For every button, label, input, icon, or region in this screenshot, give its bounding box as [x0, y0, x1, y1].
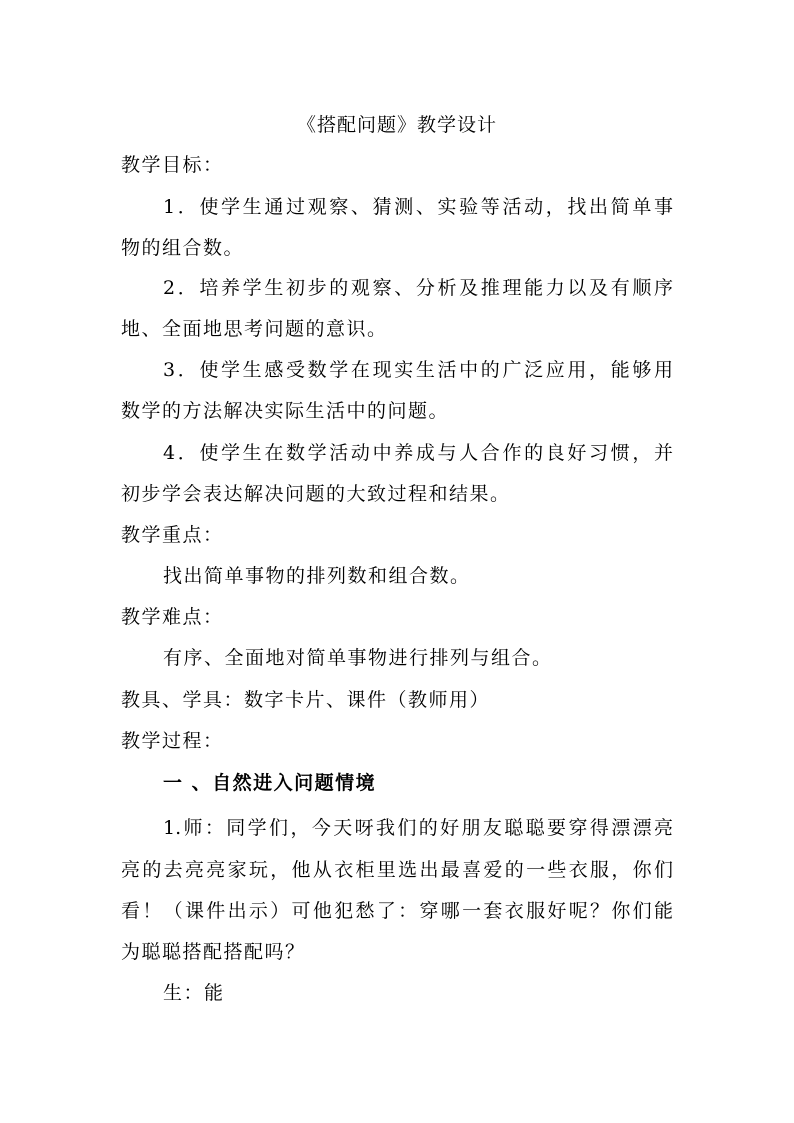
section-1-para-line-1: 1.师：同学们，今天呀我们的好朋友聪聪要穿得漂漂亮	[163, 817, 673, 839]
section-1-heading: 一 、自然进入问题情境	[163, 772, 377, 794]
student-reply: 生：能	[163, 982, 225, 1004]
objective-1-line-1: 1．使学生通过观察、猜测、实验等活动，找出简单事	[163, 196, 673, 218]
objectives-heading: 教学目标：	[121, 154, 224, 176]
difficulties-text: 有序、全面地对简单事物进行排列与组合。	[163, 647, 553, 669]
section-1-para-line-3: 看！（课件出示）可他犯愁了：穿哪一套衣服好呢？你们能	[121, 900, 673, 922]
key-points-heading: 教学重点：	[121, 524, 224, 546]
process-heading: 教学过程：	[121, 730, 224, 752]
materials-line: 教具、学具：数字卡片、课件（教师用）	[121, 689, 491, 711]
objective-3-line-2: 数学的方法解决实际生活中的问题。	[121, 400, 450, 422]
objective-1-line-2: 物的组合数。	[121, 237, 245, 259]
page-title: 《搭配问题》教学设计	[296, 114, 497, 136]
section-1-para-line-4: 为聪聪搭配搭配吗？	[121, 941, 306, 963]
difficulties-heading: 教学难点：	[121, 606, 224, 628]
key-points-text: 找出简单事物的排列数和组合数。	[163, 565, 471, 587]
section-1-para-line-2: 亮的去亮亮家玩，他从衣柜里选出最喜爱的一些衣服，你们	[121, 859, 673, 881]
objective-3-line-1: 3．使学生感受数学在现实生活中的广泛应用，能够用	[163, 359, 673, 381]
objective-2-line-2: 地、全面地思考问题的意识。	[121, 318, 388, 340]
objective-2-line-1: 2．培养学生初步的观察、分析及推理能力以及有顺序	[163, 277, 673, 299]
objective-4-line-1: 4．使学生在数学活动中养成与人合作的良好习惯，并	[163, 442, 673, 464]
objective-4-line-2: 初步学会表达解决问题的大致过程和结果。	[121, 483, 511, 505]
